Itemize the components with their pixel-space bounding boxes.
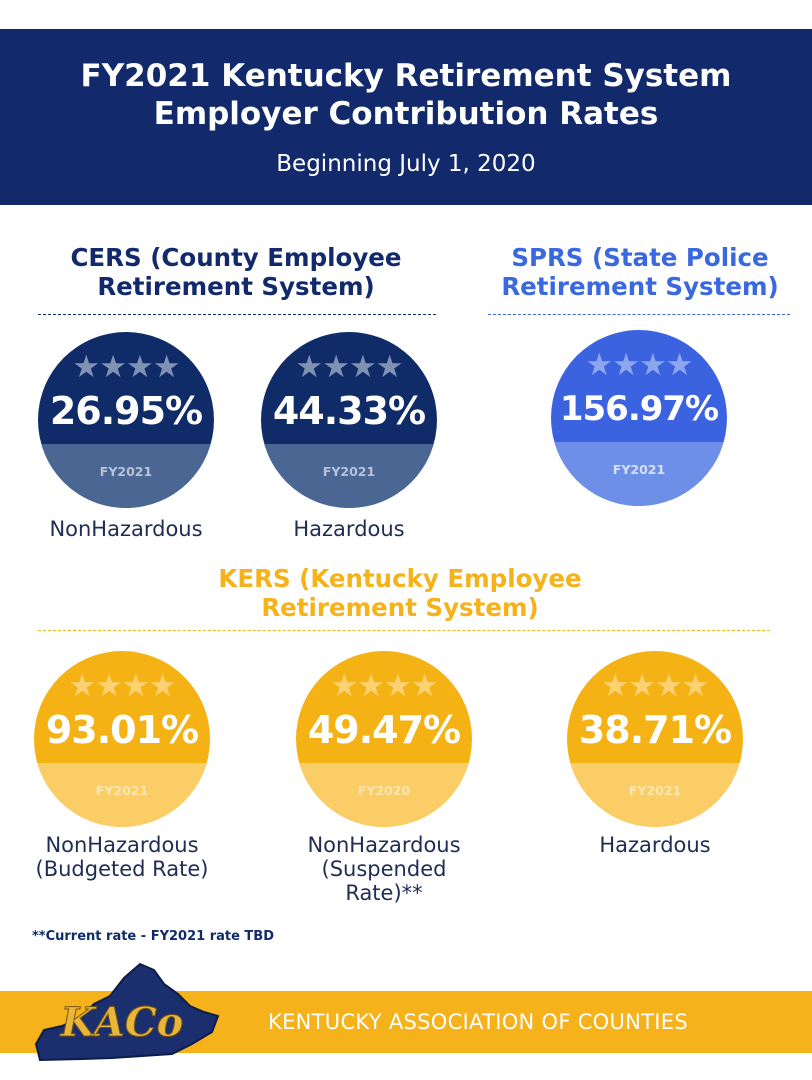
fiscal-year: FY2021 [612, 462, 666, 477]
kentucky-map-logo-icon [22, 960, 227, 1065]
rate-value: 38.71% [578, 708, 732, 752]
kers-title-line-1: KERS (Kentucky Employee [218, 564, 582, 593]
stars-icon: ★★★★ [585, 347, 693, 383]
rate-value: 26.95% [49, 389, 203, 433]
cers-nonhazardous-badge [38, 332, 214, 508]
rate-value: 93.01% [45, 708, 199, 752]
kers-title-line-2: Retirement System) [261, 593, 539, 622]
fiscal-year: FY2021 [322, 464, 376, 479]
sprs-title-line-2: Retirement System) [501, 272, 779, 301]
cers-hazardous-badge [261, 332, 437, 508]
footnote: **Current rate - FY2021 rate TBD [32, 929, 274, 944]
title-line-2: Employer Contribution Rates [153, 96, 659, 132]
stars-icon: ★★★★ [330, 668, 438, 704]
fiscal-year: FY2021 [628, 783, 682, 798]
kers-nonhazardous-suspended-label: NonHazardous (Suspended Rate)** [307, 833, 461, 905]
stars-icon: ★★★★ [72, 349, 180, 385]
cers-nonhazardous-label: NonHazardous [49, 517, 203, 541]
fiscal-year: FY2021 [95, 783, 149, 798]
title-line-1: FY2021 Kentucky Retirement System [80, 58, 732, 94]
organization-name: KENTUCKY ASSOCIATION OF COUNTIES [268, 1010, 688, 1034]
kers-nonhazardous-suspended-badge [296, 651, 472, 827]
rate-value: 44.33% [272, 389, 426, 433]
cers-title [30, 243, 442, 301]
kers-title [150, 564, 650, 622]
cers-title-line-2: Retirement System) [97, 272, 375, 301]
header-banner [0, 29, 812, 205]
cers-hazardous-label: Hazardous [293, 517, 405, 541]
stars-icon: ★★★★ [601, 668, 709, 704]
cers-title-line-1: CERS (County Employee [70, 243, 402, 272]
kers-hazardous-label: Hazardous [599, 833, 711, 857]
cers-divider [38, 314, 436, 315]
fiscal-year: FY2021 [99, 464, 153, 479]
logo-text: KACo [60, 999, 184, 1046]
page-title [0, 57, 812, 133]
rate-value: 156.97% [559, 389, 719, 429]
kers-divider [38, 630, 770, 631]
stars-icon: ★★★★ [295, 349, 403, 385]
sprs-title [470, 243, 810, 301]
sprs-title-line-1: SPRS (State Police [511, 243, 769, 272]
sprs-divider [488, 314, 790, 315]
page-subtitle: Beginning July 1, 2020 [276, 151, 536, 177]
sprs-badge [551, 330, 727, 506]
stars-icon: ★★★★ [68, 668, 176, 704]
kers-nonhazardous-budgeted-label: NonHazardous (Budgeted Rate) [35, 833, 209, 881]
kers-nonhazardous-budgeted-badge [34, 651, 210, 827]
kers-hazardous-badge [567, 651, 743, 827]
rate-value: 49.47% [307, 708, 461, 752]
fiscal-year: FY2020 [357, 783, 411, 798]
